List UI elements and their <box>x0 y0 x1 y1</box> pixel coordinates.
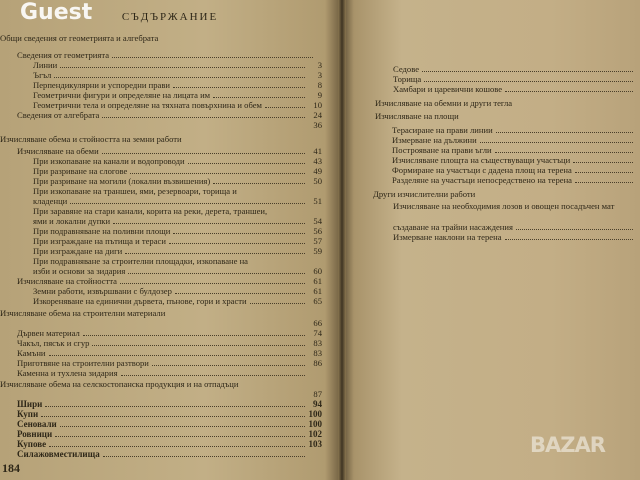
entry-page-number: 65 <box>313 296 322 306</box>
left-toc-entry <box>17 146 322 156</box>
entry-title: Терасиране на прави линии <box>392 125 493 135</box>
left-toc-entry <box>17 110 322 120</box>
entry-title: Ъгъл <box>33 70 52 80</box>
left-toc-entry <box>33 176 322 186</box>
entry-title: Силажовместилища <box>17 449 100 459</box>
right-toc-entry <box>375 111 636 121</box>
entry-title: Чакъл, пясък и сгур <box>17 338 90 348</box>
right-toc-entry <box>393 201 636 211</box>
dot-leader <box>173 87 305 88</box>
left-toc-entry <box>33 236 322 246</box>
left-toc-entry <box>17 399 322 409</box>
dot-leader <box>173 233 305 234</box>
entry-page-number: 43 <box>313 156 322 166</box>
dot-leader <box>41 416 305 417</box>
entry-title: ями и локални дупки <box>33 216 111 226</box>
entry-page-number: 51 <box>313 196 322 206</box>
entry-page-number: 83 <box>313 338 322 348</box>
entry-title: Хамбари и царевични кошове <box>393 84 503 94</box>
right-toc-entry <box>393 222 636 232</box>
right-toc-entry <box>392 125 636 135</box>
entry-page-number: 61 <box>313 276 322 286</box>
entry-title: Построяване на прави ъгли <box>392 145 492 155</box>
dot-leader <box>49 355 305 356</box>
left-toc-entry <box>17 419 322 429</box>
entry-page-number: 66 <box>313 318 322 328</box>
dot-leader <box>213 97 305 98</box>
entry-page-number: 3 <box>317 60 322 70</box>
entry-title: Изчисляване обема и стойността на земни работи <box>0 134 182 144</box>
entry-title: изби и основи за зидария <box>33 266 126 276</box>
left-toc-entry <box>17 368 322 378</box>
entry-title: Изчисляване на обеми <box>17 146 99 156</box>
left-toc-entry <box>17 120 322 130</box>
dot-leader <box>152 365 305 366</box>
book-spine <box>338 0 346 480</box>
right-toc-entry <box>392 135 636 145</box>
dot-leader <box>103 456 305 457</box>
entry-title: създаване на трайни насаждения <box>393 222 513 232</box>
entry-page-number: 86 <box>313 358 322 368</box>
dot-leader <box>102 117 305 118</box>
entry-title: При изкопаване на траншеи, ями, резервоари, торища и <box>33 186 237 196</box>
entry-page-number: 61 <box>313 286 322 296</box>
left-toc-entry <box>33 226 322 236</box>
left-toc-entry <box>17 439 322 449</box>
left-toc-entry <box>33 70 322 80</box>
entry-page-number: 74 <box>313 328 322 338</box>
entry-page-number: 103 <box>308 439 322 449</box>
dot-leader <box>70 203 305 204</box>
right-toc-entry <box>392 175 636 185</box>
entry-page-number: 83 <box>313 348 322 358</box>
dot-leader <box>113 223 305 224</box>
dot-leader <box>102 153 305 154</box>
dot-leader <box>175 293 305 294</box>
entry-title: Земни работи, извършвани с булдозер <box>33 286 172 296</box>
left-toc-entry <box>17 358 322 368</box>
dot-leader <box>422 71 633 72</box>
right-toc-entry <box>392 165 636 175</box>
dot-leader <box>130 173 305 174</box>
entry-title: Други изчислителни работи <box>373 189 476 199</box>
left-toc-entry <box>33 246 322 256</box>
entry-page-number: 57 <box>313 236 322 246</box>
entry-title: Ровници <box>17 429 53 439</box>
dot-leader <box>92 345 305 346</box>
entry-title: кладенци <box>33 196 68 206</box>
entry-page-number: 102 <box>308 429 322 439</box>
entry-title: При подравняване за строителни площадки, изкопаване на <box>33 256 248 266</box>
entry-title: Измерване наклони на терена <box>393 232 502 242</box>
right-toc-entry <box>373 189 636 199</box>
entry-title: Изчисляване на площи <box>375 111 459 121</box>
toc-title: СЪДЪРЖАНИЕ <box>121 11 219 23</box>
dot-leader <box>112 57 313 58</box>
left-toc-entry <box>33 60 322 70</box>
left-toc-entry <box>33 266 322 276</box>
entry-title: Геометрични тела и определяне на тяхната повърхнина и обем <box>33 100 262 110</box>
entry-title: При изграждане на пътища и тераси <box>33 236 166 246</box>
left-toc-entry <box>33 196 322 206</box>
entry-title: Торища <box>393 74 422 84</box>
right-toc-entry <box>375 98 636 108</box>
left-toc-entry <box>33 166 322 176</box>
entry-page-number: 87 <box>313 389 322 399</box>
entry-page-number: 60 <box>313 266 322 276</box>
left-toc-entry <box>33 90 322 100</box>
entry-title: Сеновали <box>17 419 57 429</box>
dot-leader <box>516 229 633 230</box>
dot-leader <box>575 172 633 173</box>
dot-leader <box>265 107 305 108</box>
right-toc-entry <box>392 145 636 155</box>
dot-leader <box>250 303 305 304</box>
left-toc-entry <box>0 134 330 144</box>
entry-page-number: 24 <box>313 110 322 120</box>
dot-leader <box>83 335 305 336</box>
entry-title: Измерване на дължини <box>392 135 477 145</box>
entry-title: Купи <box>17 409 39 419</box>
entry-page-number: 100 <box>308 409 322 419</box>
left-toc-entry <box>33 286 322 296</box>
entry-title: Изчисляване на стойността <box>17 276 117 286</box>
dot-leader <box>121 375 305 376</box>
entry-title: Сведения от алгебрата <box>17 110 100 120</box>
guest-watermark: Guest <box>20 0 93 25</box>
left-toc-entry <box>33 206 322 216</box>
entry-title: Линии <box>33 60 58 70</box>
dot-leader <box>128 273 305 274</box>
right-toc-entry <box>393 74 636 84</box>
entry-title: Купове <box>17 439 47 449</box>
entry-title: Каменна и тухлена зидария <box>17 368 118 378</box>
dot-leader <box>496 132 633 133</box>
left-toc-entry <box>33 256 322 266</box>
entry-page-number: 59 <box>313 246 322 256</box>
left-toc-entry <box>17 318 322 328</box>
dot-leader <box>495 152 633 153</box>
left-toc-entry <box>0 308 330 318</box>
entry-title: При разриване на слогове <box>33 166 128 176</box>
left-toc-entry <box>17 348 322 358</box>
entry-title: Изчисляване на необходимия лозов и овощен посадъчен мат <box>393 201 615 211</box>
entry-page-number: 56 <box>313 226 322 236</box>
left-toc-entry <box>17 338 322 348</box>
entry-title: При изграждане на диги <box>33 246 123 256</box>
entry-title: Изчисляване площта на съществуващи участъци <box>392 155 571 165</box>
dot-leader <box>213 183 305 184</box>
entry-title: Разделяне на участъци непосредствено на терена <box>392 175 572 185</box>
dot-leader <box>45 406 305 407</box>
entry-title: При изкопаване на канали и водопроводи <box>33 156 185 166</box>
entry-title: Приготвяне на строителни разтвори <box>17 358 149 368</box>
bazar-logo-watermark: BAZAR <box>530 433 605 457</box>
right-toc-entry <box>393 84 636 94</box>
dot-leader <box>424 81 633 82</box>
dot-leader <box>169 243 305 244</box>
left-toc-entry <box>17 50 330 60</box>
entry-title: Изчисляване обема на строителни материали <box>0 308 166 318</box>
entry-page-number: 94 <box>313 399 322 409</box>
entry-title: Формиране на участъци с дадена площ на терена <box>392 165 572 175</box>
left-toc-entry <box>0 33 330 43</box>
left-toc-entry <box>17 328 322 338</box>
left-toc-entry <box>33 216 322 226</box>
dot-leader <box>55 436 305 437</box>
dot-leader <box>480 142 633 143</box>
left-toc-entry <box>17 409 322 419</box>
entry-title: Сведения от геометрията <box>17 50 110 60</box>
dot-leader <box>54 77 305 78</box>
entry-page-number: 49 <box>313 166 322 176</box>
dot-leader <box>573 162 633 163</box>
entry-title: Шири <box>17 399 43 409</box>
entry-page-number: 8 <box>317 80 322 90</box>
left-toc-entry <box>33 156 322 166</box>
entry-page-number: 3 <box>317 70 322 80</box>
left-toc-entry <box>0 379 330 389</box>
entry-title: Дървен материал <box>17 328 80 338</box>
entry-page-number: 54 <box>313 216 322 226</box>
entry-title: Изчисляване обема на селскостопанска продукция и на отпадъци <box>0 379 239 389</box>
entry-page-number: 10 <box>313 100 322 110</box>
entry-title: Общи сведения от геометрията и алгебрата <box>0 33 159 43</box>
dot-leader <box>188 163 305 164</box>
entry-page-number: 100 <box>308 419 322 429</box>
page-number: 184 <box>2 461 20 475</box>
entry-page-number: 9 <box>317 90 322 100</box>
entry-title: Геометрични фигури и определяне на лицата им <box>33 90 211 100</box>
entry-title: Изкореняване на единични дървета, пънове, гори и храсти <box>33 296 247 306</box>
left-toc-entry <box>17 276 322 286</box>
left-toc-entry <box>17 449 322 459</box>
entry-page-number: 41 <box>313 146 322 156</box>
entry-title: Перпендикулярни и успоредни прави <box>33 80 170 90</box>
left-toc-entry <box>33 296 322 306</box>
entry-page-number: 36 <box>313 120 322 130</box>
dot-leader <box>60 67 305 68</box>
entry-page-number: 50 <box>313 176 322 186</box>
dot-leader <box>505 239 633 240</box>
left-toc-entry <box>33 186 322 196</box>
left-toc-entry <box>33 80 322 90</box>
right-toc-entry <box>393 232 636 242</box>
entry-title: При заравяне на стари канали, корита на реки, дерета, траншеи, <box>33 206 268 216</box>
dot-leader <box>505 91 633 92</box>
right-toc-entry <box>393 64 636 74</box>
right-toc-entry <box>392 155 636 165</box>
dot-leader <box>60 426 305 427</box>
entry-title: Седове <box>393 64 420 74</box>
dot-leader <box>49 446 305 447</box>
dot-leader <box>575 182 633 183</box>
left-toc-entry <box>17 429 322 439</box>
left-toc-entry <box>17 389 322 399</box>
entry-title: При разриване на могили (локални възвишения) <box>33 176 211 186</box>
left-toc-entry <box>33 100 322 110</box>
dot-leader <box>125 253 305 254</box>
entry-title: Камъни <box>17 348 46 358</box>
entry-title: Изчисляване на обемни и други тегла <box>375 98 513 108</box>
dot-leader <box>120 283 305 284</box>
entry-title: При подравняване на поливни площи <box>33 226 171 236</box>
